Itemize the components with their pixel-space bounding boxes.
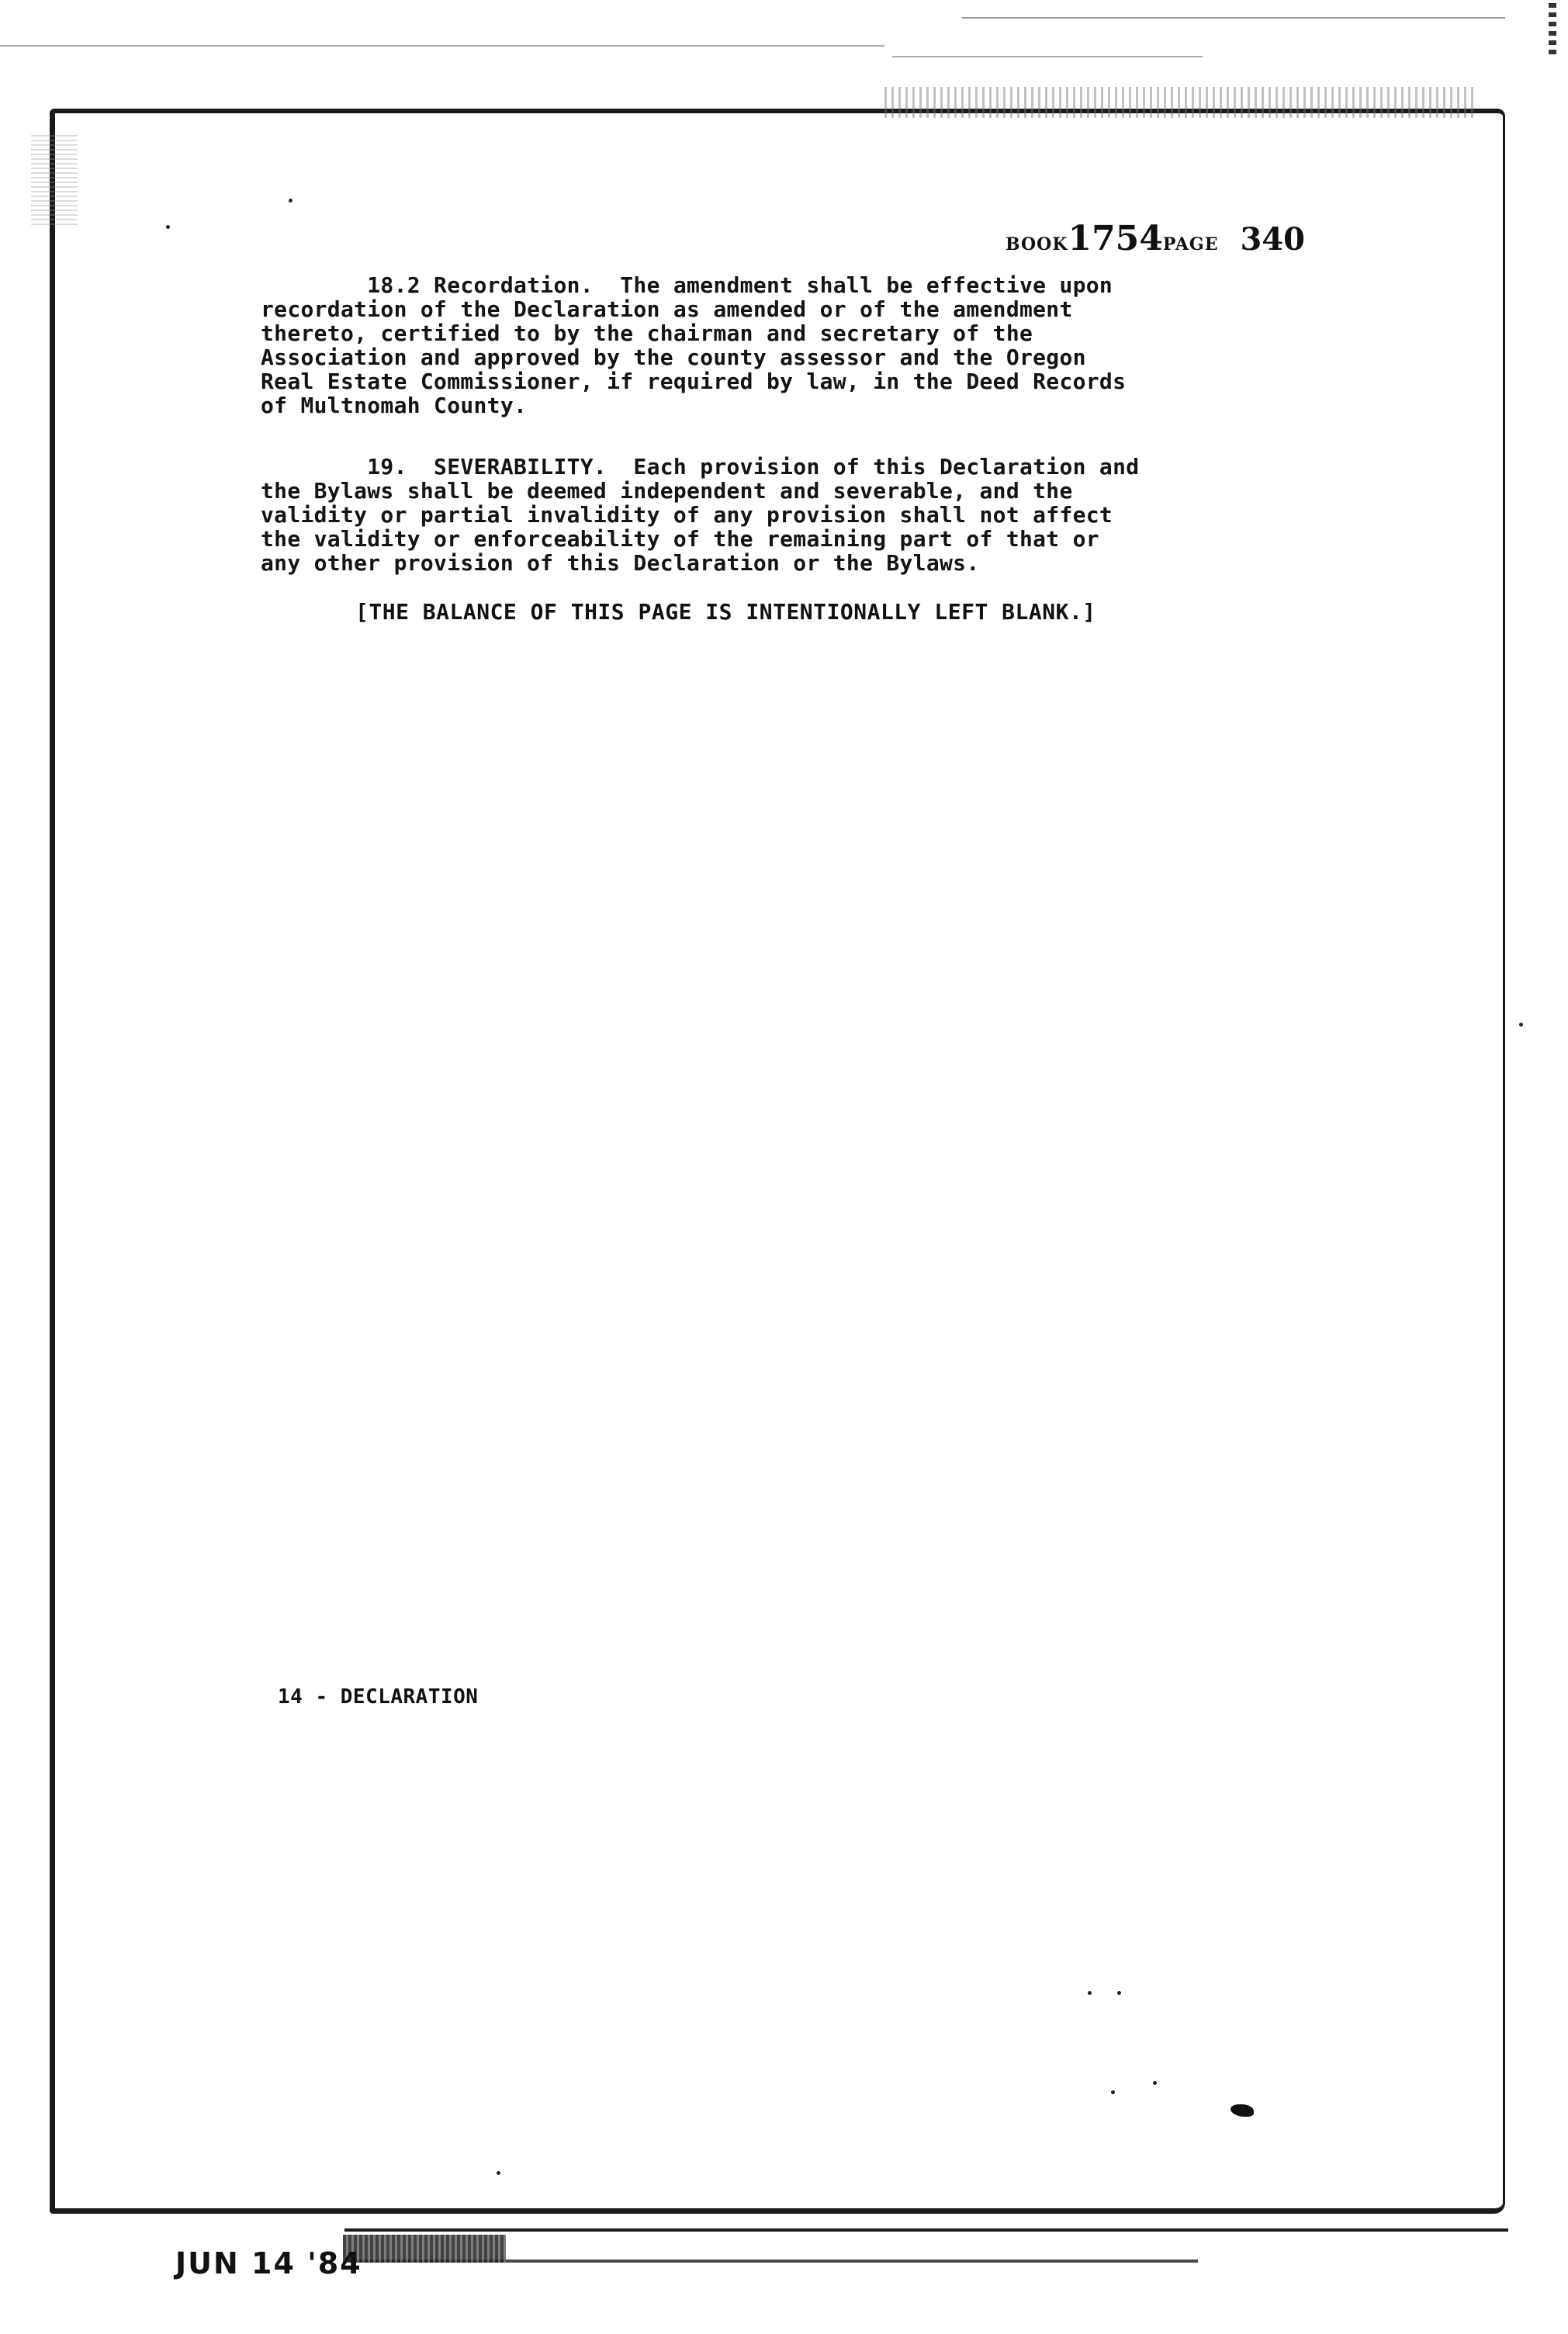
scan-speck (289, 199, 292, 203)
page-number: 340 (1240, 221, 1305, 258)
bottom-scan-line (344, 2228, 1508, 2232)
scan-artifact-line (892, 56, 1203, 57)
book-prefix: BOOK (1006, 234, 1068, 255)
scan-speck (1088, 1991, 1092, 1995)
page-footer-label: 14 - DECLARATION (278, 1685, 479, 1709)
stamp-smear (343, 2235, 506, 2263)
book-page-reference (1006, 219, 1305, 258)
scan-speck (1519, 1023, 1523, 1027)
scan-artifact-line (0, 45, 884, 47)
page-prefix: PAGE (1162, 234, 1219, 255)
section-18-2-recordation: 18.2 Recordation. The amendment shall be effective upon recordation of the Declaration as amended or of the amendment thereto, certified to by the chairman and secretary of the Association and approved by the county assessor and the Oregon Real Estate Commissioner, if required by law, in the Deed Records of Multnomah County. (261, 272, 1127, 418)
scan-speck (166, 225, 170, 229)
intentionally-blank-notice: [THE BALANCE OF THIS PAGE IS INTENTIONALLY LEFT BLANK.] (355, 599, 1096, 625)
scan-speck (1117, 1991, 1121, 1995)
scan-edge-mark (1549, 0, 1556, 54)
document-page-frame (50, 109, 1505, 2214)
scan-speck (497, 2171, 500, 2175)
received-date-stamp: JUN 14 '84 (175, 2246, 362, 2280)
scan-speck (1153, 2081, 1157, 2085)
scan-noise (31, 132, 78, 225)
scan-artifact-line (962, 17, 1505, 19)
scan-noise (884, 87, 1474, 118)
scan-speck (1111, 2090, 1115, 2094)
book-number: 1754 (1068, 219, 1163, 258)
section-19-severability: 19. SEVERABILITY. Each provision of this Declaration and the Bylaws shall be deemed independent and severable, and the validity or partial invalidity of any provision shall not affect the validity or enforceability of the remaining part of that or any other provision of this Declaration or the Bylaws. (261, 454, 1140, 576)
